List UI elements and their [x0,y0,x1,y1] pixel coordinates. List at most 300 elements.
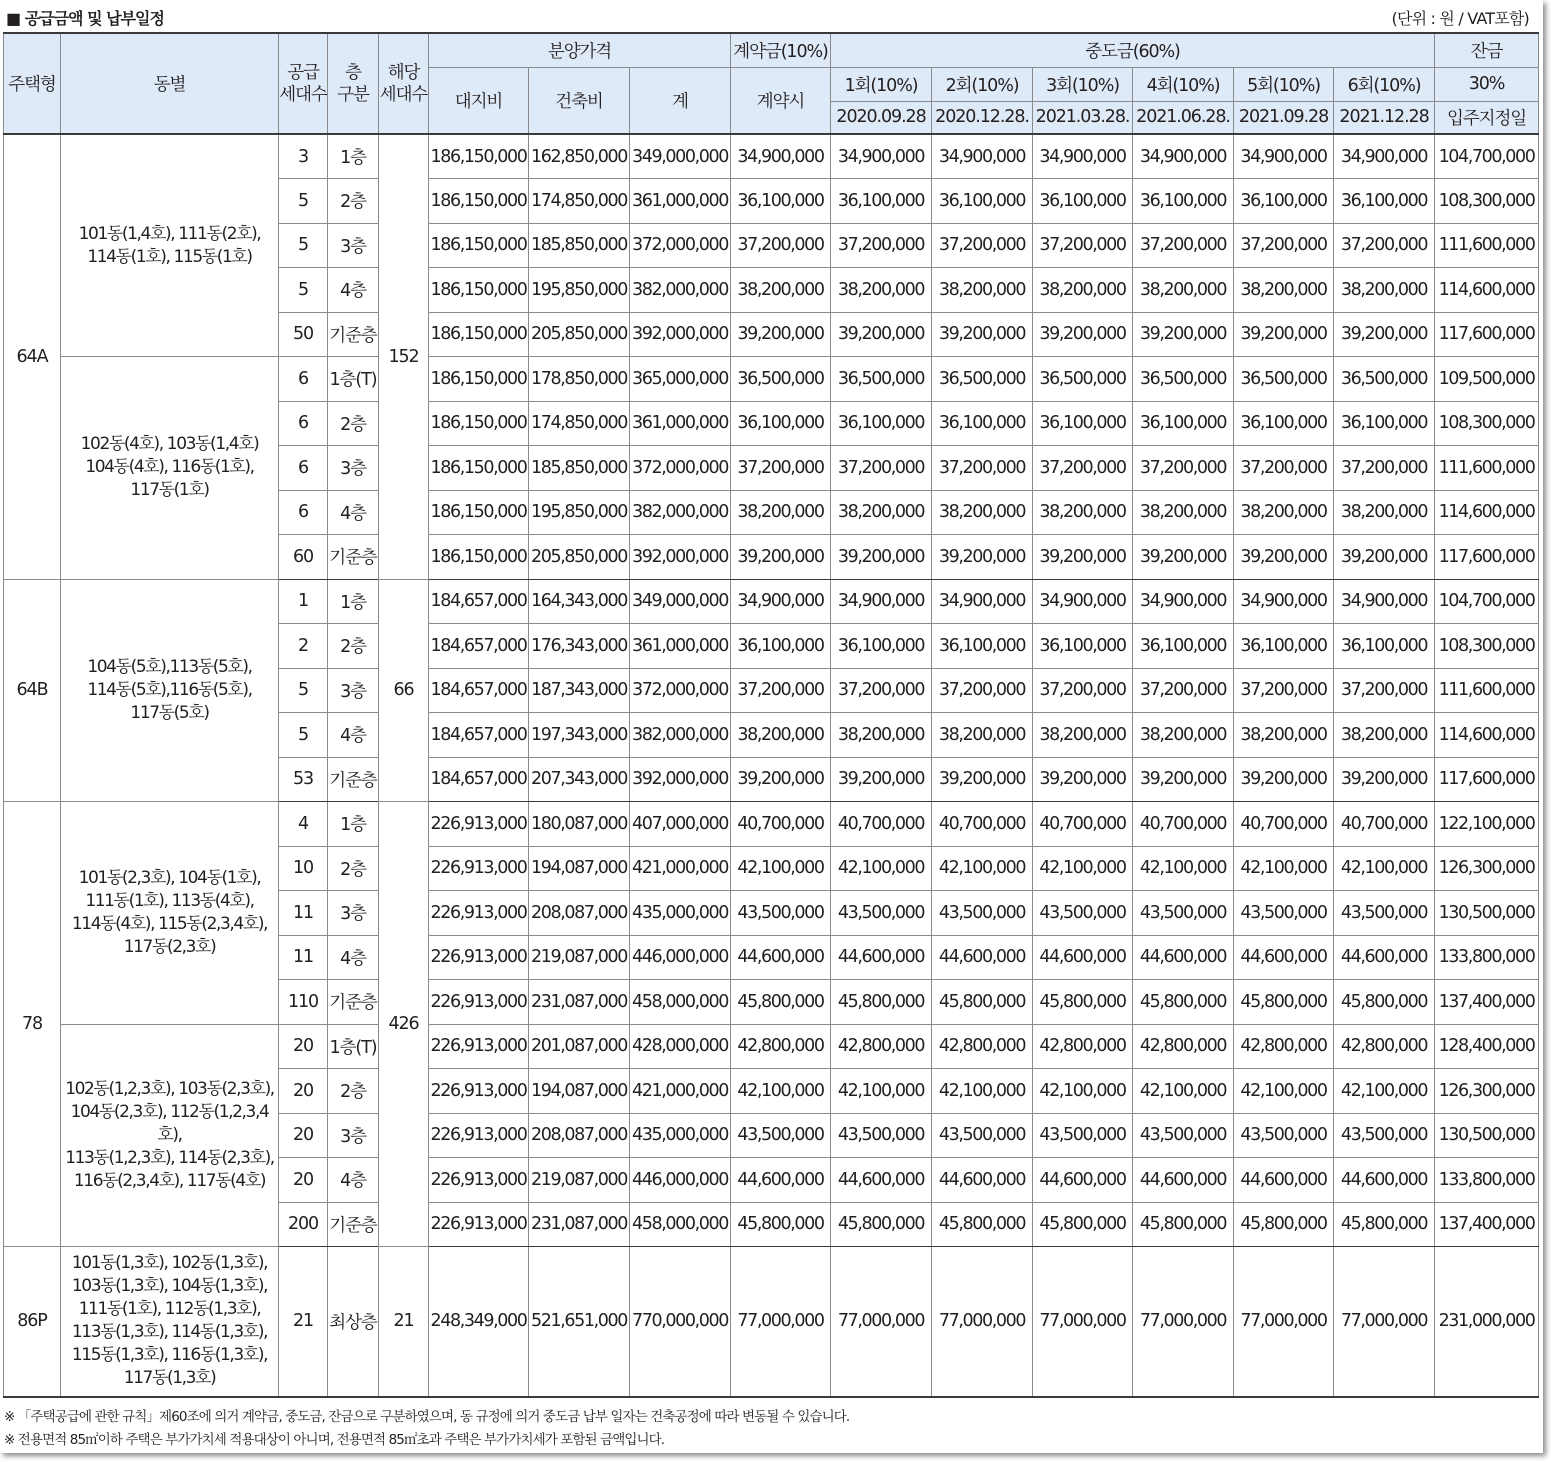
header-middle-2-date: 2020.12.28. [932,101,1033,134]
cell-balance: 126,300,000 [1435,1069,1539,1114]
cell-deposit: 39,200,000 [731,535,831,580]
cell-supply-units: 11 [279,935,328,980]
cell-building: 185,850,000 [529,446,630,491]
cell-building: 194,087,000 [529,846,630,891]
cell-building: 231,087,000 [529,980,630,1025]
cell-middle-2: 44,600,000 [932,935,1033,980]
cell-middle-5: 44,600,000 [1234,1158,1334,1203]
cell-land: 184,657,000 [429,579,529,624]
cell-middle-6: 37,200,000 [1334,446,1435,491]
cell-floor: 기준층 [328,535,379,580]
cell-total: 421,000,000 [630,1069,731,1114]
cell-total: 361,000,000 [630,624,731,669]
cell-deposit: 77,000,000 [731,1247,831,1397]
cell-middle-1: 44,600,000 [831,935,932,980]
cell-middle-2: 37,200,000 [932,223,1033,268]
cell-land: 186,150,000 [429,312,529,357]
cell-floor: 4층 [328,713,379,758]
cell-land: 186,150,000 [429,401,529,446]
cell-land: 184,657,000 [429,757,529,802]
footnotes [4,1406,849,1452]
cell-middle-6: 45,800,000 [1334,1202,1435,1247]
cell-building: 176,343,000 [529,624,630,669]
cell-supply-units: 6 [279,401,328,446]
cell-deposit: 37,200,000 [731,668,831,713]
cell-middle-6: 42,100,000 [1334,846,1435,891]
cell-deposit: 45,800,000 [731,980,831,1025]
cell-middle-3: 36,500,000 [1033,357,1133,402]
cell-middle-1: 37,200,000 [831,446,932,491]
cell-floor: 4층 [328,268,379,313]
cell-total: 435,000,000 [630,891,731,936]
cell-floor: 2층 [328,401,379,446]
cell-middle-1: 38,200,000 [831,713,932,758]
cell-middle-4: 39,200,000 [1133,312,1234,357]
cell-supply-units: 5 [279,713,328,758]
cell-supply-units: 2 [279,624,328,669]
cell-middle-6: 45,800,000 [1334,980,1435,1025]
cell-middle-1: 36,500,000 [831,357,932,402]
cell-dong: 102동(4호), 103동(1,4호) 104동(4호), 116동(1호), 117동(1호) [61,357,279,580]
cell-floor: 1층(T) [328,357,379,402]
cell-building: 185,850,000 [529,223,630,268]
cell-deposit: 42,100,000 [731,1069,831,1114]
cell-type: 64A [4,134,61,579]
cell-middle-3: 42,800,000 [1033,1024,1133,1069]
cell-building: 174,850,000 [529,179,630,224]
cell-middle-1: 34,900,000 [831,134,932,179]
header-middle-5-date: 2021.09.28 [1234,101,1334,134]
cell-supply-units: 50 [279,312,328,357]
cell-supply-units: 6 [279,357,328,402]
cell-total: 446,000,000 [630,935,731,980]
cell-units: 426 [379,802,429,1247]
table-row [4,357,1539,402]
cell-balance: 104,700,000 [1435,579,1539,624]
cell-middle-2: 39,200,000 [932,535,1033,580]
cell-supply-units: 10 [279,846,328,891]
cell-middle-1: 37,200,000 [831,223,932,268]
cell-middle-3: 42,100,000 [1033,846,1133,891]
header-middle-1-date: 2020.09.28 [831,101,932,134]
cell-middle-4: 34,900,000 [1133,579,1234,624]
cell-middle-2: 39,200,000 [932,757,1033,802]
cell-middle-6: 38,200,000 [1334,490,1435,535]
cell-middle-2: 36,100,000 [932,401,1033,446]
cell-middle-3: 77,000,000 [1033,1247,1133,1397]
cell-deposit: 38,200,000 [731,268,831,313]
cell-middle-5: 40,700,000 [1234,802,1334,847]
cell-land: 186,150,000 [429,268,529,313]
cell-middle-1: 44,600,000 [831,1158,932,1203]
cell-middle-2: 45,800,000 [932,1202,1033,1247]
cell-land: 226,913,000 [429,1024,529,1069]
cell-middle-2: 37,200,000 [932,668,1033,713]
cell-total: 372,000,000 [630,223,731,268]
cell-middle-2: 34,900,000 [932,579,1033,624]
table-row [4,134,1539,179]
cell-middle-3: 43,500,000 [1033,891,1133,936]
cell-building: 201,087,000 [529,1024,630,1069]
header-middle-4: 4회(10%) [1133,67,1234,101]
cell-total: 392,000,000 [630,535,731,580]
cell-middle-4: 36,100,000 [1133,179,1234,224]
cell-middle-4: 42,800,000 [1133,1024,1234,1069]
cell-middle-5: 44,600,000 [1234,935,1334,980]
cell-deposit: 40,700,000 [731,802,831,847]
table-body [4,134,1539,1397]
cell-middle-3: 38,200,000 [1033,490,1133,535]
cell-middle-3: 39,200,000 [1033,535,1133,580]
cell-supply-units: 6 [279,446,328,491]
cell-middle-2: 38,200,000 [932,268,1033,313]
cell-middle-2: 34,900,000 [932,134,1033,179]
unit-note: (단위 : 원 / VAT포함) [1391,9,1529,28]
header-land: 대지비 [429,67,529,134]
cell-middle-4: 36,100,000 [1133,401,1234,446]
cell-land: 186,150,000 [429,357,529,402]
cell-deposit: 34,900,000 [731,579,831,624]
cell-land: 226,913,000 [429,1069,529,1114]
cell-total: 382,000,000 [630,490,731,535]
cell-middle-2: 36,100,000 [932,624,1033,669]
table-row [4,1247,1539,1397]
cell-middle-6: 37,200,000 [1334,223,1435,268]
cell-middle-1: 42,800,000 [831,1024,932,1069]
cell-building: 180,087,000 [529,802,630,847]
cell-middle-4: 34,900,000 [1133,134,1234,179]
table-row [4,579,1539,624]
cell-land: 226,913,000 [429,1158,529,1203]
cell-deposit: 39,200,000 [731,312,831,357]
cell-total: 349,000,000 [630,579,731,624]
cell-land: 186,150,000 [429,446,529,491]
price-schedule-table [3,32,1539,1398]
cell-type: 64B [4,579,61,802]
cell-middle-2: 43,500,000 [932,1113,1033,1158]
cell-supply-units: 5 [279,268,328,313]
cell-balance: 114,600,000 [1435,268,1539,313]
cell-building: 208,087,000 [529,891,630,936]
cell-supply-units: 20 [279,1158,328,1203]
cell-building: 231,087,000 [529,1202,630,1247]
cell-middle-5: 38,200,000 [1234,713,1334,758]
cell-supply-units: 21 [279,1247,328,1397]
cell-middle-4: 42,100,000 [1133,846,1234,891]
cell-total: 458,000,000 [630,980,731,1025]
cell-building: 208,087,000 [529,1113,630,1158]
cell-land: 184,657,000 [429,624,529,669]
cell-middle-5: 77,000,000 [1234,1247,1334,1397]
cell-middle-1: 39,200,000 [831,535,932,580]
cell-middle-2: 39,200,000 [932,312,1033,357]
cell-floor: 기준층 [328,312,379,357]
header-building: 건축비 [529,67,630,134]
cell-middle-2: 42,100,000 [932,846,1033,891]
cell-floor: 3층 [328,668,379,713]
cell-middle-2: 43,500,000 [932,891,1033,936]
cell-land: 248,349,000 [429,1247,529,1397]
cell-middle-5: 36,500,000 [1234,357,1334,402]
cell-floor: 2층 [328,846,379,891]
cell-balance: 104,700,000 [1435,134,1539,179]
cell-total: 770,000,000 [630,1247,731,1397]
cell-building: 521,651,000 [529,1247,630,1397]
cell-land: 226,913,000 [429,1202,529,1247]
cell-middle-5: 39,200,000 [1234,535,1334,580]
footnote: ※ 전용면적 85㎡이하 주택은 부가가치세 적용대상이 아니며, 전용면적 85㎡초과 주택은 부가가치세가 포함된 금액입니다. [4,1432,665,1448]
cell-middle-3: 45,800,000 [1033,1202,1133,1247]
cell-balance: 117,600,000 [1435,312,1539,357]
cell-building: 164,343,000 [529,579,630,624]
cell-middle-1: 36,100,000 [831,179,932,224]
cell-floor: 2층 [328,624,379,669]
cell-floor: 3층 [328,891,379,936]
cell-balance: 111,600,000 [1435,446,1539,491]
cell-middle-5: 34,900,000 [1234,134,1334,179]
cell-middle-3: 44,600,000 [1033,1158,1133,1203]
cell-building: 195,850,000 [529,490,630,535]
cell-type: 78 [4,802,61,1247]
header-middle-2: 2회(10%) [932,67,1033,101]
header-middle-4-date: 2021.06.28. [1133,101,1234,134]
header-middle-6: 6회(10%) [1334,67,1435,101]
cell-middle-3: 42,100,000 [1033,1069,1133,1114]
cell-supply-units: 5 [279,668,328,713]
cell-land: 186,150,000 [429,490,529,535]
cell-dong: 102동(1,2,3호), 103동(2,3호), 104동(2,3호), 112동(1,2,3,4호), 113동(1,2,3호), 114동(2,3호), 116동(2,3,4호), 117동(4호) [61,1024,279,1247]
cell-dong: 104동(5호),113동(5호), 114동(5호),116동(5호), 117동(5호) [61,579,279,802]
cell-building: 195,850,000 [529,268,630,313]
cell-deposit: 43,500,000 [731,891,831,936]
cell-floor: 기준층 [328,980,379,1025]
cell-balance: 111,600,000 [1435,668,1539,713]
cell-floor: 3층 [328,446,379,491]
cell-middle-3: 38,200,000 [1033,268,1133,313]
cell-middle-6: 44,600,000 [1334,1158,1435,1203]
cell-middle-1: 42,100,000 [831,846,932,891]
cell-middle-4: 37,200,000 [1133,668,1234,713]
cell-building: 207,343,000 [529,757,630,802]
cell-middle-5: 36,100,000 [1234,179,1334,224]
cell-middle-1: 39,200,000 [831,312,932,357]
cell-middle-4: 43,500,000 [1133,1113,1234,1158]
cell-land: 184,657,000 [429,713,529,758]
cell-middle-4: 45,800,000 [1133,1202,1234,1247]
cell-middle-3: 36,100,000 [1033,179,1133,224]
cell-floor: 1층 [328,579,379,624]
cell-balance: 108,300,000 [1435,401,1539,446]
cell-balance: 130,500,000 [1435,1113,1539,1158]
cell-floor: 4층 [328,935,379,980]
cell-middle-2: 42,100,000 [932,1069,1033,1114]
cell-supply-units: 110 [279,980,328,1025]
cell-middle-4: 36,500,000 [1133,357,1234,402]
cell-dong: 101동(1,4호), 111동(2호), 114동(1호), 115동(1호) [61,134,279,357]
cell-building: 162,850,000 [529,134,630,179]
cell-middle-3: 39,200,000 [1033,312,1133,357]
cell-deposit: 43,500,000 [731,1113,831,1158]
cell-deposit: 45,800,000 [731,1202,831,1247]
cell-middle-5: 39,200,000 [1234,312,1334,357]
cell-middle-3: 34,900,000 [1033,134,1133,179]
cell-building: 174,850,000 [529,401,630,446]
cell-deposit: 39,200,000 [731,757,831,802]
cell-middle-4: 38,200,000 [1133,490,1234,535]
cell-middle-3: 44,600,000 [1033,935,1133,980]
cell-deposit: 44,600,000 [731,1158,831,1203]
cell-middle-1: 77,000,000 [831,1247,932,1397]
header-deposit-time: 계약시 [731,67,831,134]
cell-middle-6: 43,500,000 [1334,891,1435,936]
cell-building: 219,087,000 [529,935,630,980]
cell-deposit: 44,600,000 [731,935,831,980]
header-total: 계 [630,67,731,134]
cell-floor: 2층 [328,1069,379,1114]
cell-deposit: 38,200,000 [731,490,831,535]
cell-middle-4: 39,200,000 [1133,535,1234,580]
cell-balance: 126,300,000 [1435,846,1539,891]
header-middle-5: 5회(10%) [1234,67,1334,101]
header-balance-group: 잔금 [1435,33,1539,67]
cell-deposit: 36,100,000 [731,401,831,446]
cell-balance: 117,600,000 [1435,757,1539,802]
cell-land: 186,150,000 [429,223,529,268]
cell-middle-3: 36,100,000 [1033,401,1133,446]
cell-middle-3: 45,800,000 [1033,980,1133,1025]
header-deposit-group: 계약금(10%) [731,33,831,67]
cell-land: 226,913,000 [429,980,529,1025]
cell-total: 365,000,000 [630,357,731,402]
cell-middle-3: 37,200,000 [1033,223,1133,268]
cell-middle-6: 39,200,000 [1334,757,1435,802]
header-price-group: 분양가격 [429,33,731,67]
cell-middle-1: 38,200,000 [831,490,932,535]
cell-middle-2: 44,600,000 [932,1158,1033,1203]
cell-middle-1: 39,200,000 [831,757,932,802]
cell-middle-6: 38,200,000 [1334,268,1435,313]
cell-balance: 133,800,000 [1435,935,1539,980]
cell-middle-5: 34,900,000 [1234,579,1334,624]
cell-supply-units: 20 [279,1069,328,1114]
cell-floor: 1층 [328,802,379,847]
cell-middle-5: 37,200,000 [1234,446,1334,491]
cell-balance: 108,300,000 [1435,624,1539,669]
cell-middle-4: 37,200,000 [1133,223,1234,268]
cell-floor: 기준층 [328,1202,379,1247]
cell-middle-1: 36,100,000 [831,401,932,446]
cell-floor: 1층 [328,134,379,179]
cell-units: 66 [379,579,429,802]
cell-middle-4: 77,000,000 [1133,1247,1234,1397]
table-row [4,802,1539,847]
cell-total: 372,000,000 [630,446,731,491]
header-middle-group: 중도금(60%) [831,33,1435,67]
cell-middle-5: 43,500,000 [1234,1113,1334,1158]
cell-balance: 137,400,000 [1435,1202,1539,1247]
cell-middle-3: 39,200,000 [1033,757,1133,802]
cell-units: 152 [379,134,429,579]
cell-middle-5: 42,800,000 [1234,1024,1334,1069]
cell-land: 186,150,000 [429,179,529,224]
cell-middle-4: 45,800,000 [1133,980,1234,1025]
cell-balance: 117,600,000 [1435,535,1539,580]
cell-deposit: 37,200,000 [731,446,831,491]
cell-middle-4: 37,200,000 [1133,446,1234,491]
section-title: ■ 공급금액 및 납부일정 [6,9,164,28]
cell-middle-1: 40,700,000 [831,802,932,847]
cell-middle-5: 43,500,000 [1234,891,1334,936]
cell-land: 226,913,000 [429,846,529,891]
cell-total: 446,000,000 [630,1158,731,1203]
cell-land: 226,913,000 [429,802,529,847]
cell-middle-5: 39,200,000 [1234,757,1334,802]
cell-middle-5: 36,100,000 [1234,624,1334,669]
cell-middle-6: 42,100,000 [1334,1069,1435,1114]
cell-total: 349,000,000 [630,134,731,179]
cell-supply-units: 200 [279,1202,328,1247]
cell-middle-2: 42,800,000 [932,1024,1033,1069]
header-floor: 층 구분 [328,33,379,134]
cell-building: 205,850,000 [529,535,630,580]
header-middle-1: 1회(10%) [831,67,932,101]
cell-middle-4: 38,200,000 [1133,268,1234,313]
cell-total: 407,000,000 [630,802,731,847]
cell-total: 382,000,000 [630,713,731,758]
cell-land: 184,657,000 [429,668,529,713]
cell-dong: 101동(2,3호), 104동(1호), 111동(1호), 113동(4호), 114동(4호), 115동(2,3,4호), 117동(2,3호) [61,802,279,1025]
cell-total: 382,000,000 [630,268,731,313]
cell-middle-6: 36,100,000 [1334,401,1435,446]
cell-balance: 128,400,000 [1435,1024,1539,1069]
cell-total: 361,000,000 [630,401,731,446]
cell-floor: 기준층 [328,757,379,802]
cell-middle-4: 43,500,000 [1133,891,1234,936]
cell-deposit: 34,900,000 [731,134,831,179]
cell-middle-5: 45,800,000 [1234,980,1334,1025]
cell-middle-4: 40,700,000 [1133,802,1234,847]
cell-balance: 133,800,000 [1435,1158,1539,1203]
cell-land: 226,913,000 [429,935,529,980]
cell-supply-units: 5 [279,179,328,224]
cell-floor: 2층 [328,179,379,224]
cell-floor: 3층 [328,223,379,268]
cell-deposit: 42,100,000 [731,846,831,891]
cell-supply-units: 3 [279,134,328,179]
cell-units: 21 [379,1247,429,1397]
cell-middle-3: 38,200,000 [1033,713,1133,758]
header-balance-pct: 30% [1435,67,1539,101]
cell-middle-4: 39,200,000 [1133,757,1234,802]
table-row [4,1024,1539,1069]
cell-supply-units: 5 [279,223,328,268]
cell-middle-6: 39,200,000 [1334,312,1435,357]
cell-middle-1: 37,200,000 [831,668,932,713]
cell-deposit: 36,500,000 [731,357,831,402]
cell-middle-2: 77,000,000 [932,1247,1033,1397]
cell-supply-units: 60 [279,535,328,580]
cell-supply-units: 1 [279,579,328,624]
cell-middle-5: 42,100,000 [1234,1069,1334,1114]
cell-deposit: 37,200,000 [731,223,831,268]
cell-supply-units: 20 [279,1024,328,1069]
cell-middle-5: 38,200,000 [1234,268,1334,313]
cell-middle-6: 38,200,000 [1334,713,1435,758]
header-middle-6-date: 2021.12.28 [1334,101,1435,134]
cell-supply-units: 6 [279,490,328,535]
cell-middle-6: 36,500,000 [1334,357,1435,402]
cell-balance: 137,400,000 [1435,980,1539,1025]
